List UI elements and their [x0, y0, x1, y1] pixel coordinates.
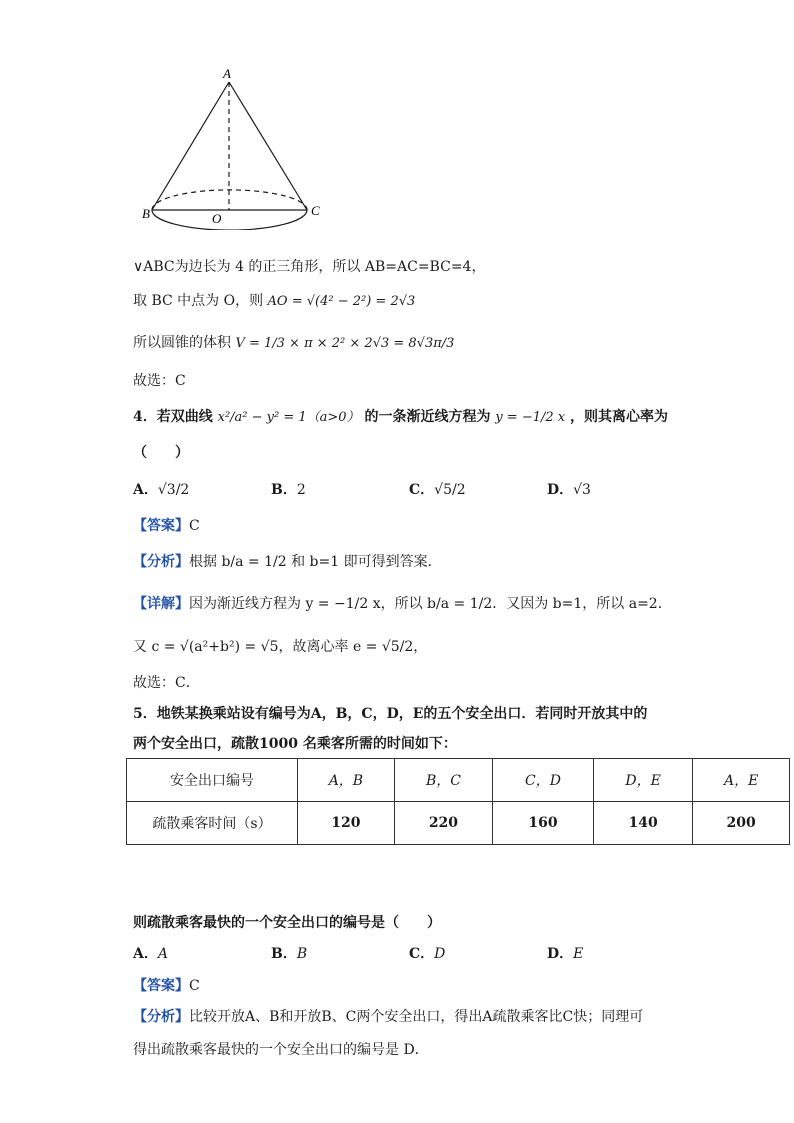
q5-option-a-value: A — [157, 946, 168, 962]
q4-stem-math1: x²/a² − y² = 1（a>0） — [217, 410, 360, 425]
q5-option-d — [547, 943, 583, 963]
table-cell-exits: B，C — [394, 759, 492, 802]
sol3-line2 — [133, 290, 415, 310]
q5-answer — [133, 975, 200, 995]
q4-stem-prefix: 4．若双曲线 — [133, 409, 213, 425]
q4-option-a-value: √3/2 — [157, 482, 190, 498]
q4-option-d-label: D． — [547, 482, 574, 498]
q5-analysis2: 得出疏散乘客最快的一个安全出口的编号是 D． — [133, 1042, 429, 1058]
q4-analysis-text: 根据 b/a = 1/2 和 b=1 即可得到答案. — [189, 554, 433, 570]
label-o: O — [212, 211, 222, 226]
q4-final: 故选：C． — [133, 675, 200, 691]
q5-answer-tag: 【答案】 — [133, 978, 189, 994]
label-b: B — [142, 206, 150, 221]
q5-analysis — [133, 1006, 643, 1026]
table-cell-exits: C，D — [493, 759, 594, 802]
q4-stem-math2: y = −1/2 x — [495, 410, 566, 425]
table-header-exits: 安全出口编号 — [127, 759, 298, 802]
label-c: C — [311, 203, 320, 218]
sol3-answer: 故选：C — [133, 373, 186, 389]
q5-option-d-value: E — [573, 946, 584, 962]
table-row-times — [127, 802, 790, 845]
table-cell-time: 220 — [394, 802, 492, 845]
q4-option-b-value: 2 — [296, 482, 306, 498]
q5-option-c — [409, 943, 445, 963]
q5-analysis-text: 比较开放A、B和开放B、C两个安全出口，得出A疏散乘客比C快；同理可 — [189, 1009, 644, 1025]
q4-option-c-value: √5/2 — [434, 482, 466, 498]
sol3-line3-math: V = 1/3 × π × 2² × 2√3 = 8√3π/3 — [235, 336, 455, 351]
q4-option-b-label: B． — [271, 482, 297, 498]
table-cell-exits: D，E — [593, 759, 692, 802]
cone-figure — [130, 60, 340, 230]
table-cell-exits: A，E — [693, 759, 790, 802]
q5-option-b — [271, 943, 307, 963]
q4-option-b — [271, 479, 306, 499]
q4-stem-mid: 的一条渐近线方程为 — [364, 409, 491, 425]
table-header-time: 疏散乘客时间（s） — [127, 802, 298, 845]
q5-option-b-label: B． — [271, 946, 297, 962]
q4-option-c-label: C． — [409, 482, 435, 498]
q4-analysis — [133, 551, 432, 571]
q4-detail-tag: 【详解】 — [133, 596, 189, 612]
q5-stem1: 5．地铁某换乘站设有编号为A，B，C，D，E的五个安全出口．若同时开放其中的 — [133, 706, 648, 722]
q5-question: 则疏散乘客最快的一个安全出口的编号是（ ） — [133, 915, 441, 931]
cone-edge-ac — [229, 82, 307, 210]
q4-option-a — [133, 479, 189, 499]
q4-option-c — [409, 479, 466, 499]
table-cell-time: 200 — [693, 802, 790, 845]
q5-option-a — [133, 943, 168, 963]
q4-option-d — [547, 479, 591, 499]
table-row-exits — [127, 759, 790, 802]
q4-option-a-label: A． — [133, 482, 158, 498]
table-cell-exits: A，B — [298, 759, 395, 802]
q4-analysis-tag: 【分析】 — [133, 554, 189, 570]
sol3-line1: ∨ABC为边长为 4 的正三角形，所以 AB=AC=BC=4， — [133, 259, 486, 275]
q4-answer-value: C — [189, 518, 200, 534]
q5-option-c-label: C． — [409, 946, 435, 962]
cone-base-front — [152, 210, 307, 230]
q5-option-c-value: D — [434, 946, 446, 962]
sol3-line2-text: 取 BC 中点为 O，则 — [133, 293, 264, 309]
table-cell-time: 140 — [593, 802, 692, 845]
q4-option-d-value: √3 — [573, 482, 591, 498]
q5-option-a-label: A． — [133, 946, 158, 962]
cone-edge-ab — [152, 82, 229, 210]
q4-answer-tag: 【答案】 — [133, 518, 189, 534]
q5-analysis-tag: 【分析】 — [133, 1009, 189, 1025]
table-cell-time: 120 — [298, 802, 395, 845]
q5-answer-value: C — [189, 978, 200, 994]
q4-answer — [133, 515, 200, 535]
q5-option-d-label: D． — [547, 946, 574, 962]
label-a: A — [223, 66, 231, 81]
sol3-line3-text: 所以圆锥的体积 — [133, 335, 231, 351]
exit-time-table — [126, 758, 790, 845]
sol3-line3 — [133, 332, 454, 352]
table-cell-time: 160 — [493, 802, 594, 845]
q4-stem — [133, 406, 668, 426]
q4-detail — [133, 593, 672, 613]
q5-option-b-value: B — [296, 946, 308, 962]
q4-stem-suffix: ，则其离心率为 — [569, 409, 668, 425]
q4-paren: （ ） — [133, 445, 189, 461]
q5-stem2: 两个安全出口，疏散1000 名乘客所需的时间如下： — [133, 736, 457, 752]
sol3-line2-math: AO = √(4² − 2²) = 2√3 — [267, 294, 416, 309]
q4-detail-text: 因为渐近线方程为 y = −1/2 x，所以 b/a = 1/2．又因为 b=1，所以 a=2． — [189, 596, 672, 612]
q4-detail2: 又 c = √(a²+b²) = √5，故离心率 e = √5/2， — [133, 639, 428, 655]
